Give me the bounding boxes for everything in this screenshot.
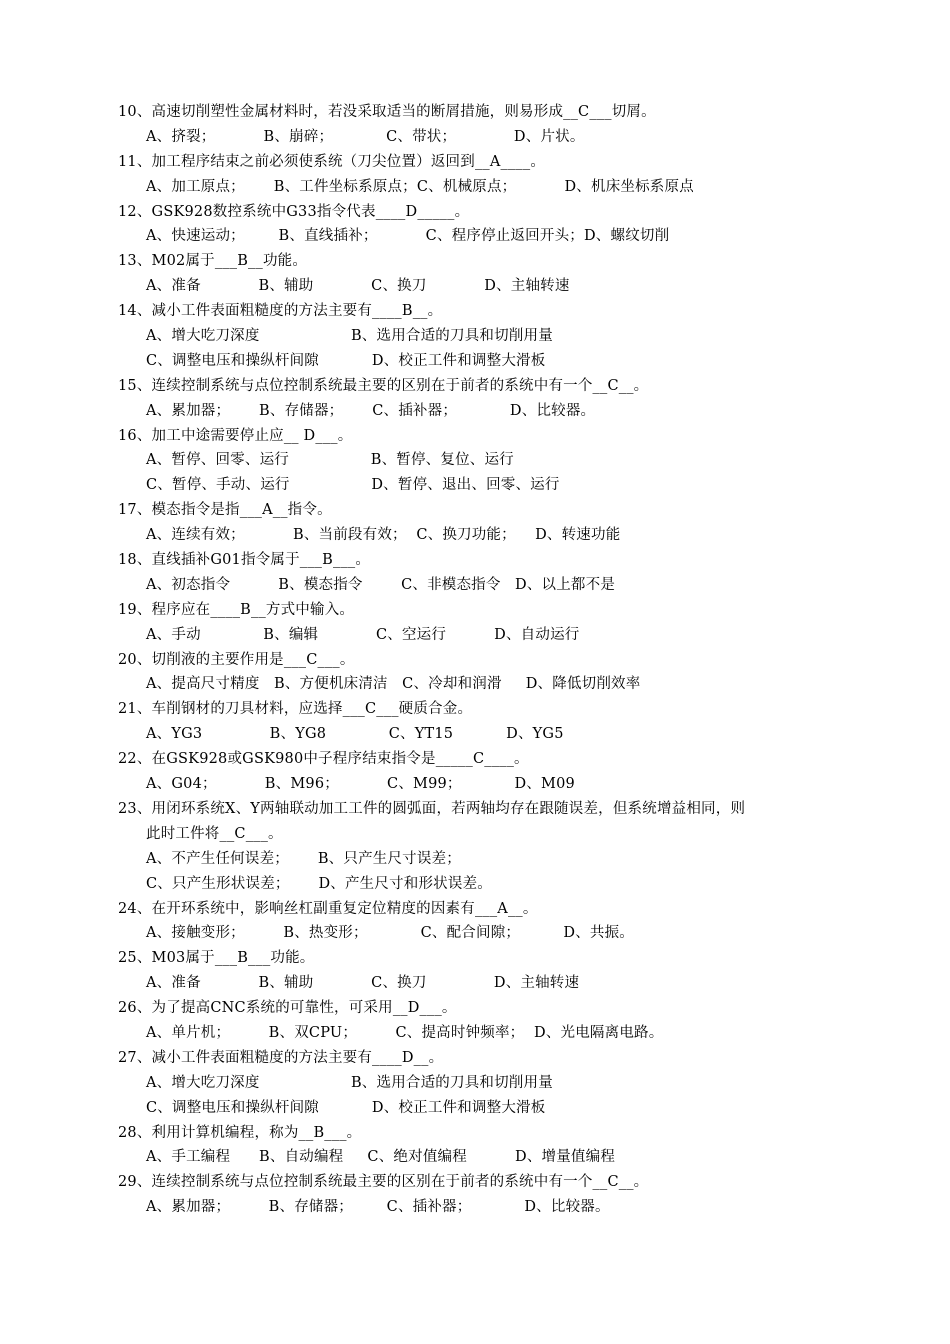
answer-options: A、准备 B、辅助 C、换刀 D、主轴转速	[146, 975, 580, 992]
answer-options: A、累加器； B、存储器； C、插补器； D、比较器。	[146, 402, 596, 419]
question-stem: 14、减小工件表面粗糙度的方法主要有____B__。	[118, 303, 443, 320]
question-stem: 29、连续控制系统与点位控制系统最主要的区别在于前者的系统中有一个__C__。	[118, 1174, 649, 1191]
question-stem: 20、切削液的主要作用是___C___。	[118, 651, 355, 668]
question-list	[118, 100, 838, 1220]
answer-options: A、手动 B、编辑 C、空运行 D、自动运行	[146, 626, 580, 643]
question-stem: 18、直线插补G01指令属于___B___。	[118, 552, 371, 569]
question-stem: 19、程序应在____B__方式中输入。	[118, 601, 355, 618]
question-stem: 27、减小工件表面粗糙度的方法主要有____D__。	[118, 1049, 444, 1066]
question-stem: 26、为了提高CNC系统的可靠性，可采用__D___。	[118, 1000, 457, 1017]
answer-options: A、单片机； B、双CPU； C、提高时钟频率； D、光电隔离电路。	[146, 1024, 664, 1041]
question-stem: 23、用闭环系统X、Y两轴联动加工工件的圆弧面，若两轴均存在跟随误差，但系统增益相同，则	[118, 800, 746, 817]
question-stem: 25、M03属于___B___功能。	[118, 950, 315, 967]
question-stem: 11、加工程序结束之前必须使系统（刀尖位置）返回到__A____。	[118, 153, 546, 170]
answer-options: A、准备 B、辅助 C、换刀 D、主轴转速	[146, 278, 570, 295]
answer-options: A、提高尺寸精度 B、方便机床清洁 C、冷却和润滑 D、降低切削效率	[146, 676, 641, 693]
question-stem: 15、连续控制系统与点位控制系统最主要的区别在于前者的系统中有一个__C__。	[118, 377, 649, 394]
answer-options: C、暂停、手动、运行 D、暂停、退出、回零、运行	[146, 477, 560, 494]
question-stem: 17、模态指令是指___A__指令。	[118, 502, 332, 519]
question-stem-continued: 此时工件将__C___。	[146, 825, 283, 842]
question-stem: 13、M02属于___B__功能。	[118, 253, 308, 270]
answer-options: C、调整电压和操纵杆间隙 D、校正工件和调整大滑板	[146, 1099, 546, 1116]
question-stem: 24、在开环系统中，影响丝杠副重复定位精度的因素有___A__。	[118, 900, 538, 917]
answer-options: A、不产生任何误差； B、只产生尺寸误差；	[146, 850, 461, 867]
answer-options: A、增大吃刀深度 B、选用合适的刀具和切削用量	[146, 1074, 553, 1091]
answer-options: A、暂停、回零、运行 B、暂停、复位、运行	[146, 452, 514, 469]
answer-options: A、挤裂； B、崩碎； C、带状； D、片状。	[146, 128, 585, 145]
question-stem: 12、GSK928数控系统中G33指令代表____D_____。	[118, 203, 470, 220]
answer-options: A、累加器； B、存储器； C、插补器； D、比较器。	[146, 1199, 610, 1216]
answer-options: A、增大吃刀深度 B、选用合适的刀具和切削用量	[146, 328, 553, 345]
answer-options: A、YG3 B、YG8 C、YT15 D、YG5	[146, 726, 564, 743]
answer-options: A、快速运动； B、直线插补； C、程序停止返回开头；D、螺纹切削	[146, 228, 670, 245]
question-stem: 28、利用计算机编程，称为__B___。	[118, 1124, 362, 1141]
answer-options: C、调整电压和操纵杆间隙 D、校正工件和调整大滑板	[146, 352, 546, 369]
answer-options: A、手工编程 B、自动编程 C、绝对值编程 D、增量值编程	[146, 1149, 616, 1166]
question-stem: 22、在GSK928或GSK980中子程序结束指令是_____C____。	[118, 751, 529, 768]
answer-options: A、接触变形； B、热变形； C、配合间隙； D、共振。	[146, 925, 635, 942]
question-stem: 10、高速切削塑性金属材料时，若没采取适当的断屑措施，则易形成__C___切屑。	[118, 104, 656, 120]
answer-options: A、初态指令 B、模态指令 C、非模态指令 D、以上都不是	[146, 576, 616, 593]
answer-options: A、连续有效； B、当前段有效； C、换刀功能； D、转速功能	[146, 527, 621, 544]
question-stem: 16、加工中途需要停止应__ D___。	[118, 427, 353, 444]
answer-options: C、只产生形状误差； D、产生尺寸和形状误差。	[146, 875, 492, 892]
question-stem: 21、车削钢材的刀具材料，应选择___C___硬质合金。	[118, 701, 473, 718]
answer-options: A、加工原点； B、工件坐标系原点；C、机械原点； D、机床坐标系原点	[146, 178, 694, 195]
answer-options: A、G04； B、M96； C、M99； D、M09	[146, 776, 575, 793]
